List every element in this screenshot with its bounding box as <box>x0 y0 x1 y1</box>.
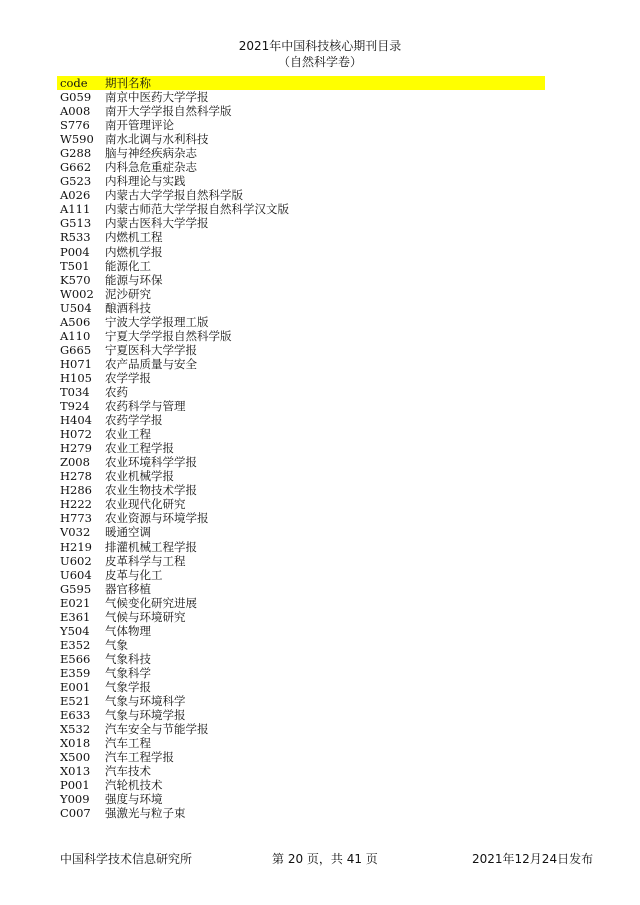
journal-name: 农药学学报 <box>105 413 163 428</box>
journal-code: X013 <box>60 764 91 779</box>
journal-code: A110 <box>60 328 91 343</box>
journal-code: G059 <box>60 90 92 104</box>
journal-name: 气候与环境研究 <box>105 609 186 624</box>
journal-code: G665 <box>60 342 92 357</box>
table-row <box>57 273 545 287</box>
journal-name: 汽车工程学报 <box>105 750 174 765</box>
journal-code: S776 <box>60 118 90 133</box>
page-subtitle: （自然科学卷） <box>277 55 362 69</box>
journal-code: H071 <box>60 356 92 371</box>
journal-code: E021 <box>60 595 91 610</box>
journal-code: A111 <box>60 202 91 217</box>
journal-name: 强度与环境 <box>105 792 163 807</box>
journal-code: H278 <box>60 469 92 484</box>
table-row <box>57 202 545 216</box>
footer-org: 中国科学技术信息研究所 <box>60 852 193 866</box>
table-row <box>57 750 545 764</box>
table-row <box>57 582 545 596</box>
journal-code: T501 <box>60 258 90 273</box>
table-row <box>57 652 545 666</box>
journal-name: 南开管理评论 <box>105 118 174 133</box>
journal-code: Y009 <box>60 792 90 807</box>
journal-code: H404 <box>60 413 92 428</box>
journal-code: U504 <box>60 300 92 315</box>
table-row <box>57 483 545 497</box>
table-row <box>57 90 545 104</box>
journal-code: H072 <box>60 427 92 442</box>
journal-name: 皮革与化工 <box>105 567 163 582</box>
journal-code: A008 <box>60 104 91 119</box>
table-row <box>57 525 545 539</box>
table-row <box>57 315 545 329</box>
table-row <box>57 104 545 118</box>
table-row <box>57 680 545 694</box>
table-row <box>57 230 545 244</box>
journal-code: R533 <box>60 230 91 245</box>
header-journal-name: 期刊名称 <box>105 76 151 90</box>
journal-code: G523 <box>60 174 92 189</box>
table-row <box>57 806 545 820</box>
table-row <box>57 554 545 568</box>
journal-name: 皮革科学与工程 <box>105 553 186 568</box>
journal-name: 宁夏大学学报自然科学版 <box>105 328 232 343</box>
table-row <box>57 132 545 146</box>
journal-name: 农业机械学报 <box>105 469 174 484</box>
journal-name: 农业生物技术学报 <box>105 483 197 498</box>
table-row <box>57 455 545 469</box>
journal-code: A026 <box>60 188 91 203</box>
journal-code: G595 <box>60 581 92 596</box>
table-row <box>57 357 545 371</box>
table-row <box>57 174 545 188</box>
journal-code: T034 <box>60 384 90 399</box>
table-row <box>57 694 545 708</box>
table-row <box>57 188 545 202</box>
journal-code: T924 <box>60 399 90 414</box>
table-row <box>57 666 545 680</box>
journal-code: A506 <box>60 314 91 329</box>
journal-name: 内科理论与实践 <box>105 174 186 189</box>
journal-code: U604 <box>60 567 92 582</box>
journal-code: E001 <box>60 679 91 694</box>
journal-name: 能源化工 <box>105 258 151 273</box>
journal-name: 气候变化研究进展 <box>105 595 197 610</box>
journal-code: E361 <box>60 609 91 624</box>
journal-code: K570 <box>60 272 91 287</box>
journal-name: 汽车安全与节能学报 <box>105 722 209 737</box>
table-row <box>57 736 545 750</box>
table-row <box>57 427 545 441</box>
journal-code: W002 <box>60 286 94 301</box>
journal-name: 汽车技术 <box>105 764 151 779</box>
journal-name: 暖通空调 <box>105 525 151 540</box>
journal-name: 气体物理 <box>105 623 151 638</box>
journal-code: P001 <box>60 778 90 793</box>
table-row <box>57 596 545 610</box>
journal-name: 农药 <box>105 384 128 399</box>
journal-name: 气象与环境学报 <box>105 708 186 723</box>
journal-code: V032 <box>60 525 91 540</box>
journal-code: P004 <box>60 244 90 259</box>
journal-name: 农业工程学报 <box>105 441 174 456</box>
table-row <box>57 301 545 315</box>
journal-code: H219 <box>60 539 92 554</box>
journal-code: G513 <box>60 216 92 231</box>
journal-name: 南京中医药大学学报 <box>105 90 209 104</box>
journal-name: 泥沙研究 <box>105 286 151 301</box>
journal-name: 汽轮机技术 <box>105 778 163 793</box>
journal-name: 南开大学学报自然科学版 <box>105 104 232 119</box>
journal-name: 内蒙古医科大学学报 <box>105 216 209 231</box>
journal-name: 气象 <box>105 637 128 652</box>
journal-name: 气象学报 <box>105 679 151 694</box>
table-row <box>57 624 545 638</box>
journal-code: W590 <box>60 132 94 147</box>
journal-name: 酿酒科技 <box>105 300 151 315</box>
journal-name: 排灌机械工程学报 <box>105 539 197 554</box>
table-row <box>57 610 545 624</box>
table-row <box>57 413 545 427</box>
journal-code: U602 <box>60 553 92 568</box>
journal-name: 内燃机学报 <box>105 244 163 259</box>
journal-code: H773 <box>60 511 92 526</box>
header-code: code <box>60 76 88 90</box>
table-row <box>57 441 545 455</box>
journal-code: E633 <box>60 708 91 723</box>
journal-code: Y504 <box>60 623 90 638</box>
journal-code: H105 <box>60 370 92 385</box>
table-row <box>57 511 545 525</box>
journal-code: X532 <box>60 722 91 737</box>
journal-name: 气象科学 <box>105 665 151 680</box>
table-row <box>57 469 545 483</box>
journal-name: 气象科技 <box>105 651 151 666</box>
table-row <box>57 160 545 174</box>
journal-name: 农产品质量与安全 <box>105 356 197 371</box>
journal-code: Z008 <box>60 455 90 470</box>
table-row <box>57 287 545 301</box>
journal-name: 农药科学与管理 <box>105 399 186 414</box>
table-row <box>57 399 545 413</box>
footer-date: 2021年12月24日发布 <box>472 852 594 866</box>
journal-name: 气象与环境科学 <box>105 694 186 709</box>
journal-code: H279 <box>60 441 92 456</box>
journal-code: E521 <box>60 694 91 709</box>
journal-name: 宁夏医科大学学报 <box>105 342 197 357</box>
table-row <box>57 792 545 806</box>
journal-name: 农学学报 <box>105 370 151 385</box>
journal-name: 汽车工程 <box>105 736 151 751</box>
journal-code: H286 <box>60 483 92 498</box>
journal-name: 农业环境科学学报 <box>105 455 197 470</box>
journal-code: E359 <box>60 665 91 680</box>
table-row <box>57 568 545 582</box>
table-row <box>57 638 545 652</box>
table-row <box>57 708 545 722</box>
journal-code: H222 <box>60 497 92 512</box>
table-row <box>57 343 545 357</box>
journal-name: 脑与神经疾病杂志 <box>105 146 197 161</box>
journal-name: 内燃机工程 <box>105 230 163 245</box>
journal-name: 内蒙古师范大学学报自然科学汉文版 <box>105 202 289 217</box>
journal-code: X500 <box>60 750 91 765</box>
table-row <box>57 371 545 385</box>
table-row <box>57 722 545 736</box>
table-row <box>57 764 545 778</box>
journal-name: 强激光与粒子束 <box>105 806 186 821</box>
table-row <box>57 146 545 160</box>
table-header <box>57 76 545 90</box>
journal-code: E566 <box>60 651 91 666</box>
journal-name: 内科急危重症杂志 <box>105 160 197 175</box>
journal-name: 能源与环保 <box>105 272 163 287</box>
journal-table <box>57 90 545 820</box>
table-row <box>57 118 545 132</box>
journal-name: 农业现代化研究 <box>105 497 186 512</box>
table-row <box>57 385 545 399</box>
journal-code: X018 <box>60 736 91 751</box>
journal-code: G662 <box>60 160 92 175</box>
footer-page: 第 20 页，共 41 页 <box>272 852 378 866</box>
table-row <box>57 497 545 511</box>
journal-name: 器官移植 <box>105 581 151 596</box>
table-row <box>57 778 545 792</box>
journal-name: 农业资源与环境学报 <box>105 511 209 526</box>
table-row <box>57 245 545 259</box>
table-row <box>57 540 545 554</box>
table-row <box>57 259 545 273</box>
journal-name: 南水北调与水利科技 <box>105 132 209 147</box>
journal-name: 农业工程 <box>105 427 151 442</box>
journal-name: 宁波大学学报理工版 <box>105 314 209 329</box>
table-row <box>57 329 545 343</box>
journal-code: C007 <box>60 806 91 821</box>
journal-code: G288 <box>60 146 92 161</box>
journal-name: 内蒙古大学学报自然科学版 <box>105 188 243 203</box>
journal-code: E352 <box>60 637 91 652</box>
page-title: 2021年中国科技核心期刊目录 <box>238 39 402 53</box>
table-row <box>57 216 545 230</box>
